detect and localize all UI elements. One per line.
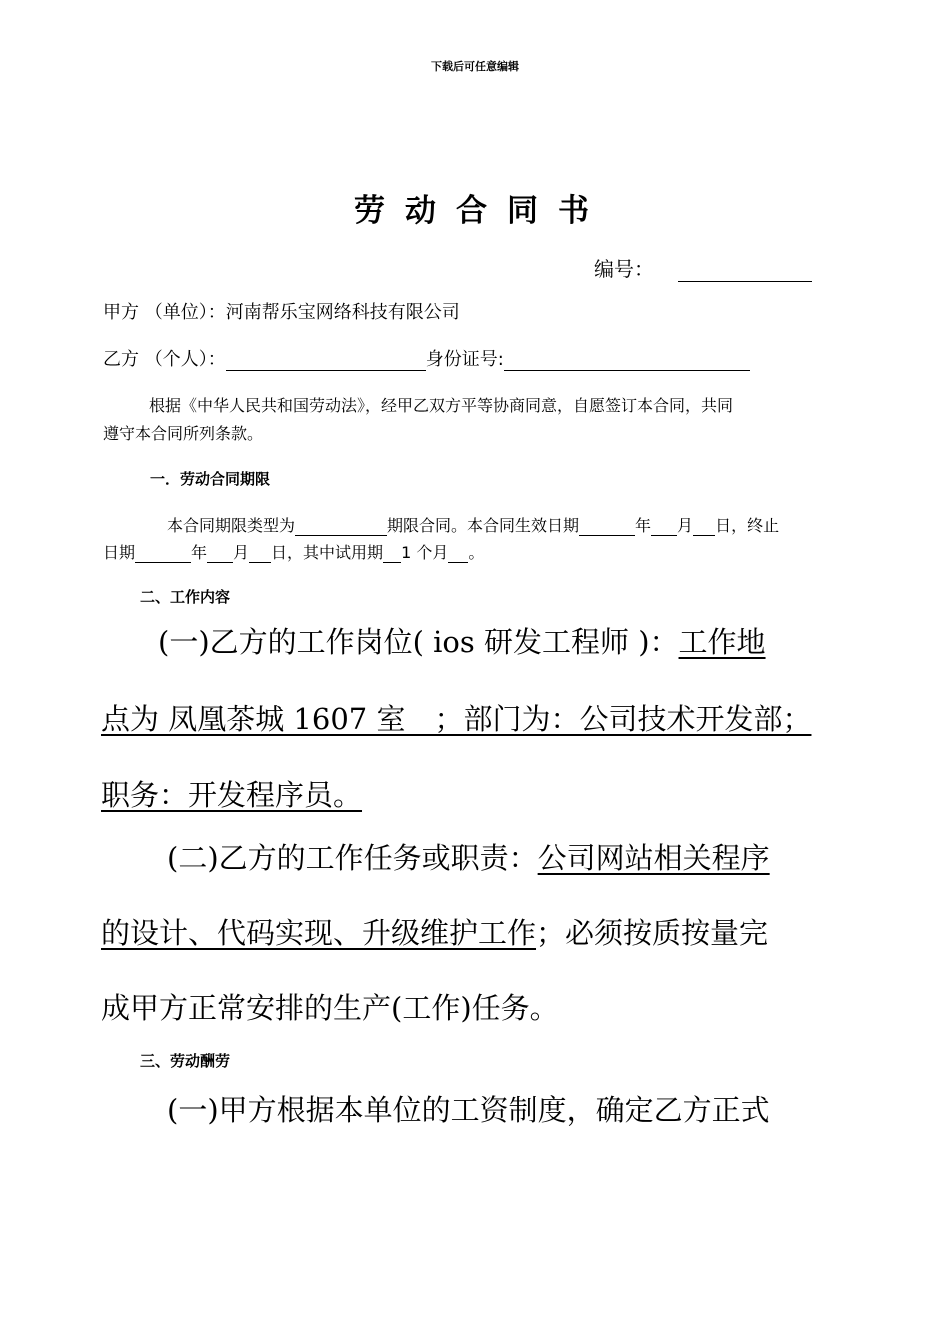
document-title: 劳动合同书 — [354, 193, 609, 229]
header-note: 下载后可任意编辑 — [431, 60, 519, 73]
work-clause-1-line-3: 职务：开发程序员。 — [101, 778, 363, 812]
end-day-unit: 日，其中试用期 — [271, 543, 384, 562]
work-duties-start: 公司网站相关程序 — [537, 841, 770, 875]
term-line-end: 。 — [468, 543, 485, 562]
work-clause-2-line-3: 成甲方正常安排的生产(工作)任务。 — [101, 991, 559, 1025]
work-position-text: (一)乙方的工作岗位( ios 研发工程师 )： — [158, 625, 679, 659]
end-month-field[interactable] — [207, 544, 233, 563]
effective-day-unit: 日，终止 — [715, 516, 780, 535]
id-number-field[interactable] — [504, 348, 750, 371]
effective-month-unit: 月 — [677, 516, 694, 535]
work-clause-1-line-1 — [158, 620, 766, 661]
work-duties-label: (二)乙方的工作任务或职责： — [167, 841, 538, 875]
probation-prefix-blank[interactable] — [383, 544, 401, 563]
work-duties-requirement: ；必须按质按量完 — [536, 916, 769, 950]
intro-paragraph-line-2: 遵守本合同所列条款。 — [103, 424, 264, 443]
work-duties-detail: 的设计、代码实现、升级维护工作 — [101, 916, 537, 950]
term-effective-label: 期限合同。本合同生效日期 — [387, 516, 580, 535]
term-type-label: 本合同期限类型为 — [167, 516, 296, 535]
contract-number-label: 编号： — [594, 257, 654, 281]
intro-paragraph-line-1: 根据《中华人民共和国劳动法》，经甲乙双方平等协商同意，自愿签订本合同，共同 — [149, 396, 734, 415]
probation-suffix-blank[interactable] — [448, 544, 468, 563]
term-line-2 — [103, 540, 484, 563]
work-clause-2-line-1 — [167, 836, 770, 877]
end-day-field[interactable] — [249, 544, 271, 563]
work-clause-1-line-2: 点为 凤凰茶城 1607 室 ；部门为：公司技术开发部； — [101, 702, 812, 736]
contract-number-row — [594, 253, 812, 282]
effective-month-field[interactable] — [651, 517, 677, 536]
compensation-clause-1-line-1: (一)甲方根据本单位的工资制度，确定乙方正式 — [167, 1093, 770, 1127]
effective-year-field[interactable] — [579, 517, 635, 536]
effective-day-field[interactable] — [693, 517, 715, 536]
id-number-label: 身份证号: — [425, 349, 504, 370]
party-b-line — [103, 345, 750, 371]
term-type-field[interactable] — [295, 517, 387, 536]
probation-value: 1 个月 — [401, 543, 449, 562]
section-heading-term: 一．劳动合同期限 — [150, 470, 271, 488]
contract-number-field[interactable] — [678, 259, 812, 282]
party-a-line: 甲方 （单位）：河南帮乐宝网络科技有限公司 — [103, 302, 460, 323]
party-b-name-field[interactable] — [226, 348, 426, 371]
section-heading-work-content: 二、工作内容 — [140, 588, 231, 606]
end-date-label: 日期 — [103, 543, 136, 562]
section-heading-compensation: 三、劳动酬劳 — [140, 1052, 231, 1070]
effective-year-unit: 年 — [635, 516, 652, 535]
party-b-label: 乙方 （个人）： — [103, 349, 226, 370]
end-year-field[interactable] — [135, 544, 191, 563]
end-month-unit: 月 — [233, 543, 250, 562]
end-year-unit: 年 — [191, 543, 208, 562]
work-clause-2-line-2 — [101, 911, 768, 952]
term-line-1 — [167, 513, 779, 536]
work-location-start: 工作地 — [678, 625, 766, 659]
